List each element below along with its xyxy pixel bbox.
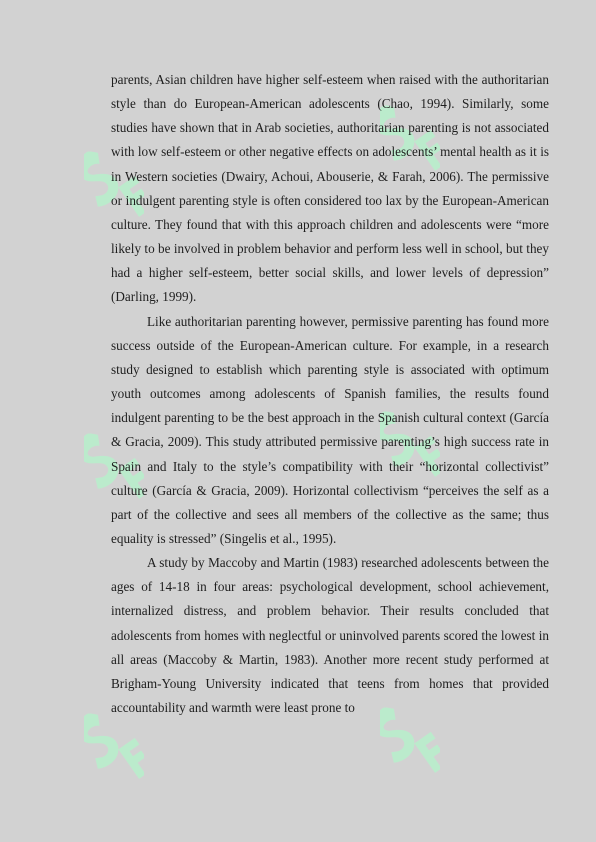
paragraph: parents, Asian children have higher self-esteem when raised with the authoritarian style than do European-American adolescents (Chao, 1994). Similarly, some studies have shown that in Arab societies, authoritarian parenting is not associated with low self-esteem or other negative effects on adolescents’ mental health as it is in Western societies (Dwairy, Achoui, Abouserie, & Farah, 2006). The permissive or indulgent parenting style is often considered too lax by the European-American culture. They found that with this approach children and adolescents were “more likely to be involved in problem behavior and perform less well in school, but they had a higher self-esteem, better social skills, and lower levels of depression” (Darling, 1999). [111,72,549,305]
paragraph: A study by Maccoby and Martin (1983) researched adolescents between the ages of 14-18 in four areas: psychological development, school achievement, internalized distress, and problem behavior. Their results concluded that adolescents from homes with neglectful or uninvolved parents scored the lowest in all areas (Maccoby & Martin, 1983). Another more recent study performed at Brigham-Young University indicated that teens from homes that provided accountability and warmth were least prone to [111,555,549,716]
body-text [111,68,549,720]
paragraph: Like authoritarian parenting however, permissive parenting has found more success outside of the European-American culture. For example, in a research study designed to establish which parenting style is associated with optimum youth outcomes among adolescents of Spanish families, the results found indulgent parenting to be the best approach in the Spanish cultural context (García & Gracia, 2009). This study attributed permissive parenting’s high success rate in Spain and Italy to the style’s compatibility with their “horizontal collectivist” culture (García & Gracia, 2009). Horizontal collectivism “perceives the self as a part of the collective and sees all members of the collective as the same; thus equality is stressed” (Singelis et al., 1995). [111,313,549,546]
